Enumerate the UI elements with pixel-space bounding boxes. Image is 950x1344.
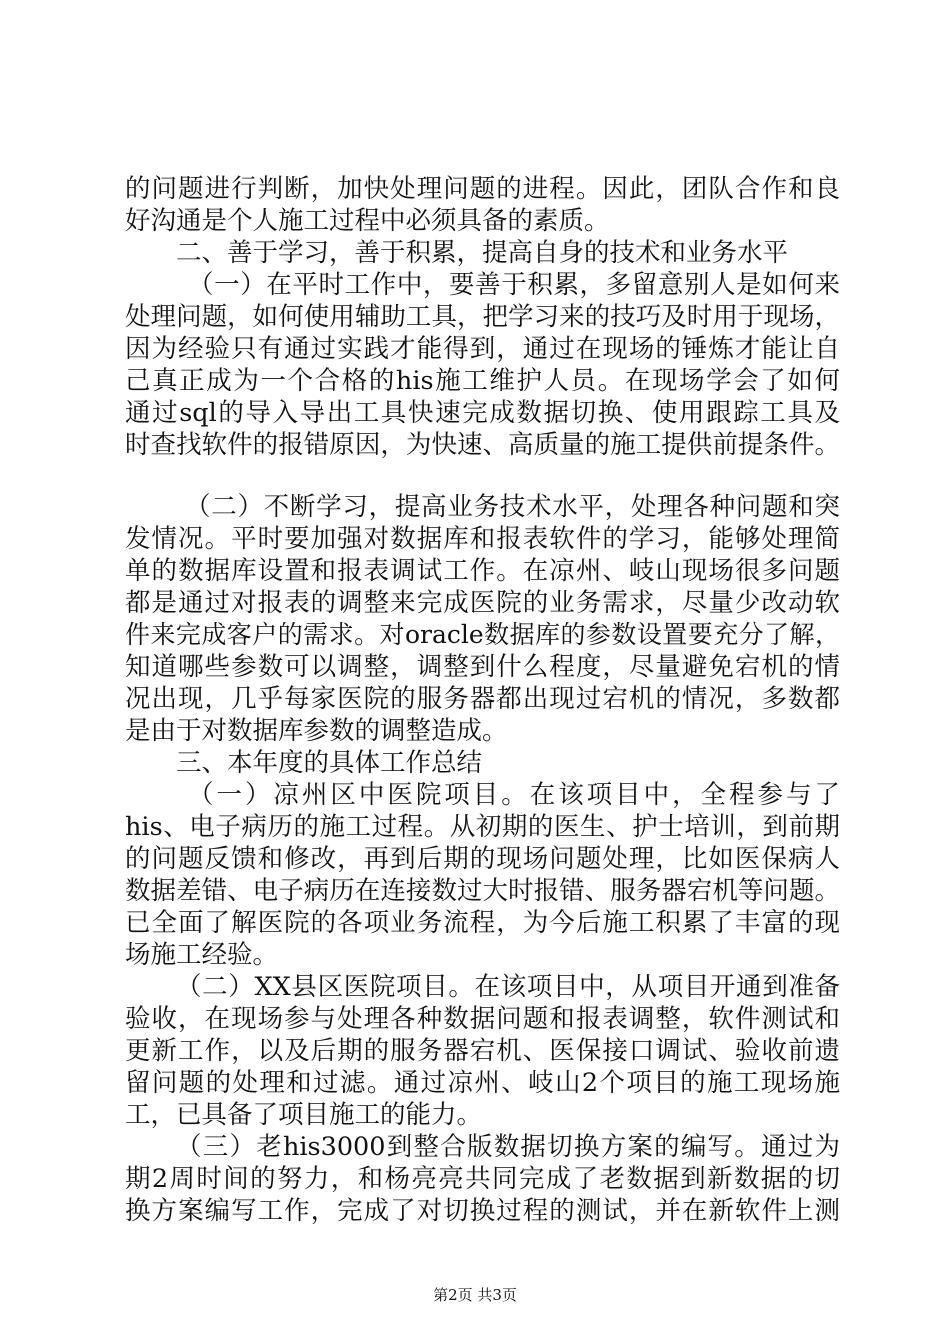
text-line: 是由于对数据库参数的调整造成。 [125, 716, 508, 746]
section-heading: 二、善于学习，善于积累，提高自身的技术和业务水平 [176, 238, 789, 268]
section-heading: 三、本年度的具体工作总结 [176, 748, 483, 778]
text-line: 期2周时间的努力，和杨亮亮共同完成了老数据到新数据的切 [125, 1164, 840, 1194]
text-line: （一）在平时工作中，要善于积累，多留意别人是如何来 [188, 270, 840, 300]
text-line: 场施工经验。 [125, 940, 279, 970]
text-line: 发情况。平时要加强对数据库和报表软件的学习，能够处理简 [125, 524, 840, 554]
text-line: 时查找软件的报错原因，为快速、高质量的施工提供前提条件。 [125, 430, 840, 460]
text-line: （二）XX县区医院项目。在该项目中，从项目开通到准备 [176, 972, 840, 1002]
text-line: 的问题反馈和修改，再到后期的现场问题处理，比如医保病人 [125, 844, 840, 874]
text-line: 况出现，几乎每家医院的服务器都出现过宕机的情况，多数都 [125, 684, 840, 714]
text-line: 件来完成客户的需求。对oracle数据库的参数设置要充分了解， [125, 620, 840, 649]
text-line: （一）凉州区中医院项目。在该项目中，全程参与了 [188, 780, 840, 810]
text-line: 验收，在现场参与处理各种数据问题和报表调整，软件测试和 [125, 1004, 840, 1034]
text-line: 已全面了解医院的各项业务流程，为今后施工积累了丰富的现 [125, 908, 840, 938]
text-line: 通过sql的导入导出工具快速完成数据切换、使用跟踪工具及 [125, 398, 840, 428]
text-line: 单的数据库设置和报表调试工作。在凉州、岐山现场很多问题 [125, 556, 840, 586]
text-line: 换方案编写工作，完成了对切换过程的测试，并在新软件上测 [125, 1196, 840, 1226]
text-line: 知道哪些参数可以调整，调整到什么程度，尽量避免宕机的情 [125, 652, 840, 682]
text-line: 因为经验只有通过实践才能得到，通过在现场的锤炼才能让自 [125, 334, 840, 364]
text-line: 都是通过对报表的调整来完成医院的业务需求，尽量少改动软 [125, 588, 840, 618]
text-line: 处理问题，如何使用辅助工具，把学习来的技巧及时用于现场， [125, 302, 840, 332]
text-line: 数据差错、电子病历在连接数过大时报错、服务器宕机等问题。 [125, 876, 840, 906]
text-line: 更新工作，以及后期的服务器宕机、医保接口调试、验收前遗 [125, 1036, 840, 1066]
text-line: （三）老his3000到整合版数据切换方案的编写。通过为 [176, 1132, 840, 1162]
text-line: 的问题进行判断，加快处理问题的进程。因此，团队合作和良 [125, 174, 840, 204]
text-line: 好沟通是个人施工过程中必须具备的素质。 [125, 206, 610, 236]
text-line: his、电子病历的施工过程。从初期的医生、护士培训，到前期 [125, 812, 840, 842]
text-line: （二）不断学习，提高业务技术水平，处理各种问题和突 [185, 492, 840, 522]
text-line: 己真正成为一个合格的his施工维护人员。在现场学会了如何 [125, 366, 840, 396]
page-footer: 第2页 共3页 [433, 1286, 517, 1304]
text-line: 留问题的处理和过滤。通过凉州、岐山2个项目的施工现场施 [125, 1068, 840, 1098]
text-line: 工，已具备了项目施工的能力。 [125, 1100, 483, 1130]
